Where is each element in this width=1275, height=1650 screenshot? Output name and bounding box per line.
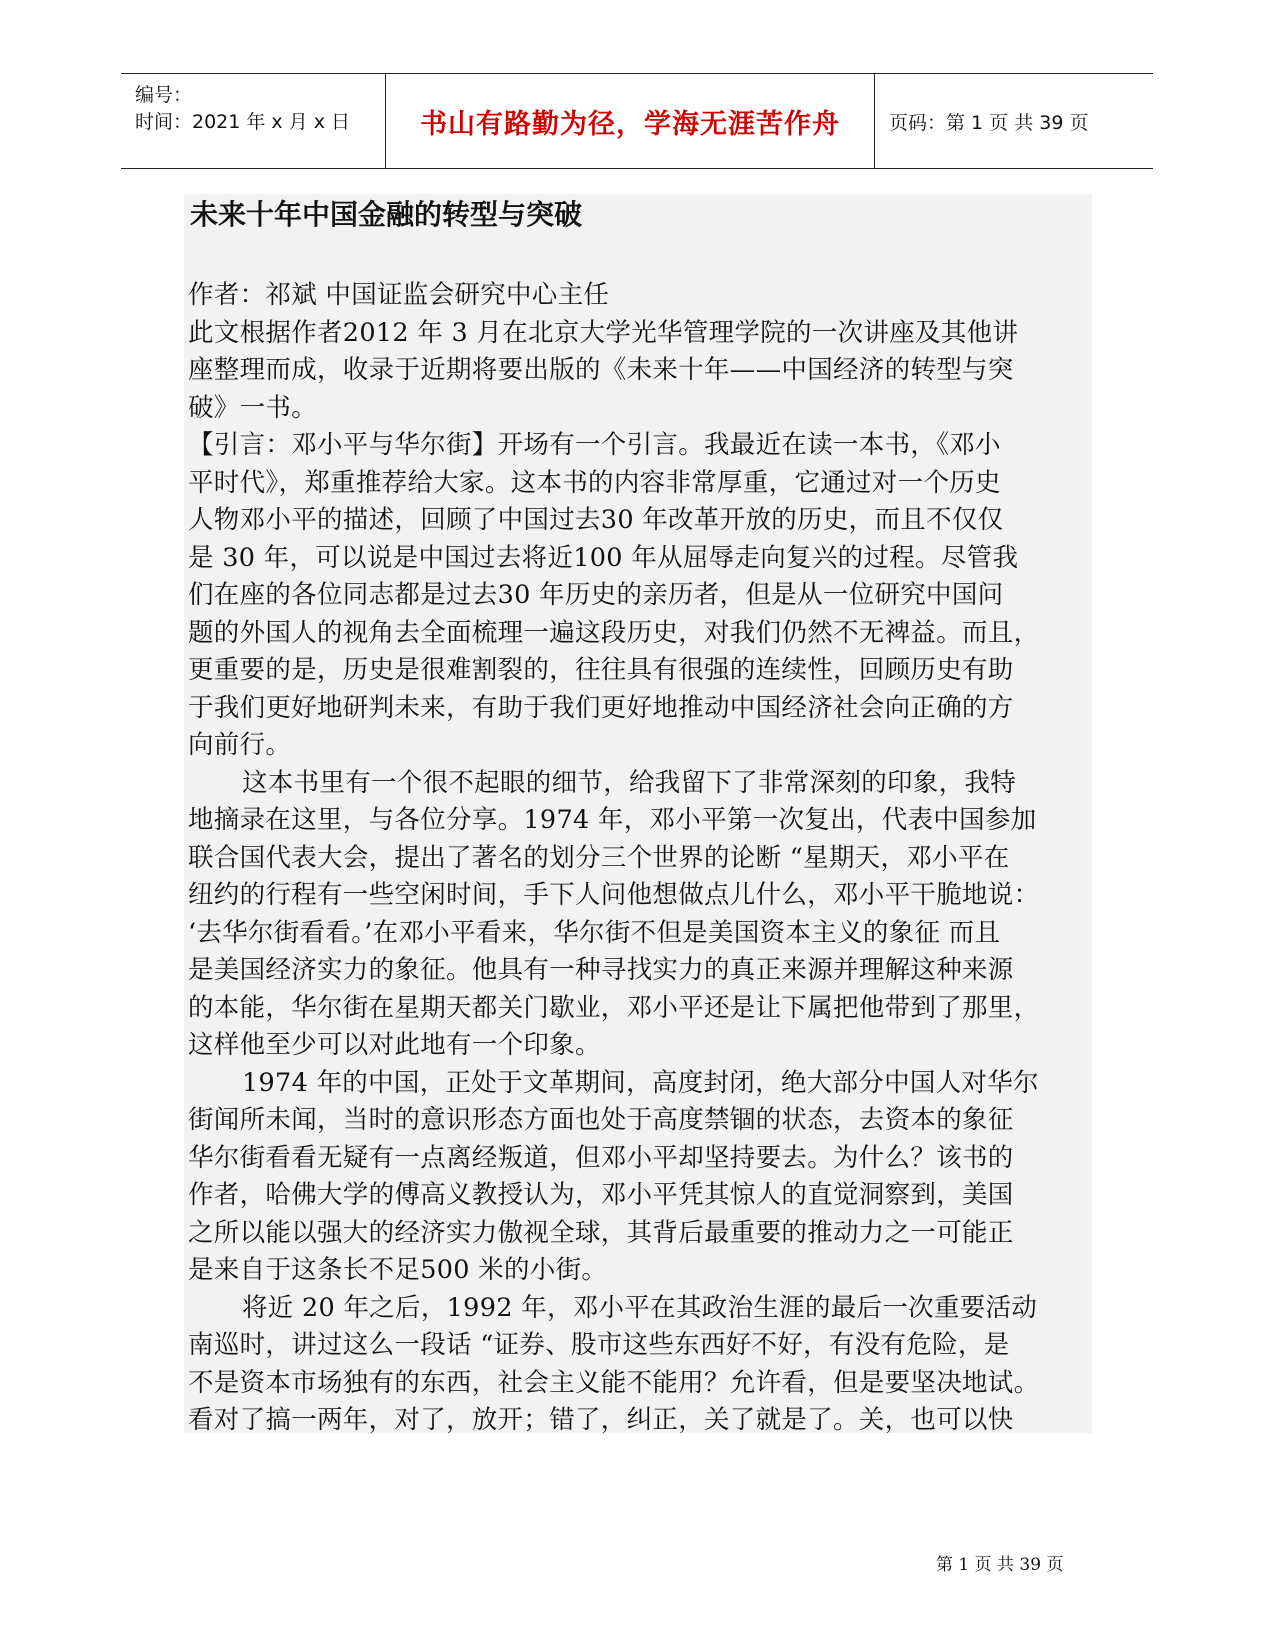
header-table	[121, 73, 1153, 169]
text-line: 【引言：邓小平与华尔街】开场有一个引言。我最近在读一本书，《邓小	[188, 430, 1001, 460]
text-line: 们在座的各位同志都是过去30 年历史的亲历者，但是从一位研究中国问	[188, 580, 1004, 610]
text-line: 看对了搞一两年，对了，放开；错了，纠正，关了就是了。关，也可以快	[188, 1405, 1014, 1435]
header-motto-cell	[385, 74, 875, 168]
date-label: 时间：2021 年 x 月 x 日	[135, 111, 351, 133]
text-line: 此文根据作者2012 年 3 月在北京大学光华管理学院的一次讲座及其他讲	[188, 317, 1019, 348]
text-line: 是 30 年，可以说是中国过去将近100 年从屈辱走向复兴的过程。尽管我	[188, 542, 1019, 573]
text-line: 纽约的行程有一些空闲时间，手下人问他想做点儿什么，邓小平干脆地说：	[188, 880, 1040, 910]
text-line: 平时代》，郑重推荐给大家。这本书的内容非常厚重，它通过对一个历史	[188, 467, 1001, 498]
number-label: 编号：	[135, 84, 193, 106]
text-line: 之所以能以强大的经济实力傲视全球，其背后最重要的推动力之一可能正	[188, 1217, 1014, 1248]
motto-text: 书山有路勤为径，学海无涯苦作舟	[420, 108, 840, 140]
article-lines	[188, 277, 1138, 1440]
text-line: 座整理而成，收录于近期将要出版的《未来十年——中国经济的转型与突	[188, 355, 1014, 385]
text-line: 是美国经济实力的象征。他具有一种寻找实力的真正来源并理解这种来源	[188, 955, 1014, 985]
text-line: 作者：祁斌 中国证监会研究中心主任	[188, 280, 610, 310]
text-line: 将近 20 年之后，1992 年，邓小平在其政治生涯的最后一次重要活动	[242, 1292, 1038, 1323]
article-title: 未来十年中国金融的转型与突破	[190, 198, 583, 231]
header-left-cell	[121, 74, 385, 168]
text-line: 题的外国人的视角去全面梳理一遍这段历史，对我们仍然不无裨益。而且，	[188, 617, 1040, 648]
page-info: 页码：第 1 页 共 39 页	[889, 111, 1089, 134]
text-line: 南巡时，讲过这么一段话 “证券、股市这些东西好不好，有没有危险，是	[188, 1330, 1010, 1360]
text-line: 更重要的是，历史是很难割裂的，往往具有很强的连续性，回顾历史有助	[188, 655, 1014, 685]
text-line: 不是资本市场独有的东西，社会主义能不能用？允许看，但是要坚决地试。	[188, 1367, 1040, 1398]
text-line: 联合国代表大会，提出了著名的划分三个世界的论断 “星期天，邓小平在	[188, 842, 1010, 873]
header-page-cell	[875, 74, 1153, 168]
text-line: 华尔街看看无疑有一点离经叛道，但邓小平却坚持要去。为什么？该书的	[188, 1142, 1014, 1173]
text-line: ‘去华尔街看看。’在邓小平看来，华尔街不但是美国资本主义的象征 而且	[188, 917, 1001, 948]
page-footer: 第 1 页 共 39 页	[936, 1555, 1064, 1575]
text-line: 街闻所未闻，当时的意识形态方面也处于高度禁锢的状态，去资本的象征	[188, 1105, 1014, 1135]
text-line: 这本书里有一个很不起眼的细节，给我留下了非常深刻的印象，我特	[242, 767, 1017, 798]
article-body	[184, 194, 1092, 1433]
text-line: 作者，哈佛大学的傅高义教授认为，邓小平凭其惊人的直觉洞察到，美国	[188, 1180, 1014, 1210]
text-line: 1974 年的中国，正处于文革期间，高度封闭，绝大部分中国人对华尔	[242, 1067, 1039, 1098]
text-line: 地摘录在这里，与各位分享。1974 年，邓小平第一次复出，代表中国参加	[188, 805, 1037, 835]
text-line: 是来自于这条长不足500 米的小街。	[188, 1255, 608, 1285]
text-line: 这样他至少可以对此地有一个印象。	[188, 1030, 601, 1060]
text-line: 的本能，华尔街在星期天都关门歇业，邓小平还是让下属把他带到了那里，	[188, 992, 1040, 1023]
text-line: 于我们更好地研判未来，有助于我们更好地推动中国经济社会向正确的方	[188, 692, 1014, 723]
text-line: 破》一书。	[188, 392, 318, 423]
text-line: 人物邓小平的描述，回顾了中国过去30 年改革开放的历史，而且不仅仅	[188, 505, 1004, 535]
text-line: 向前行。	[188, 730, 292, 760]
